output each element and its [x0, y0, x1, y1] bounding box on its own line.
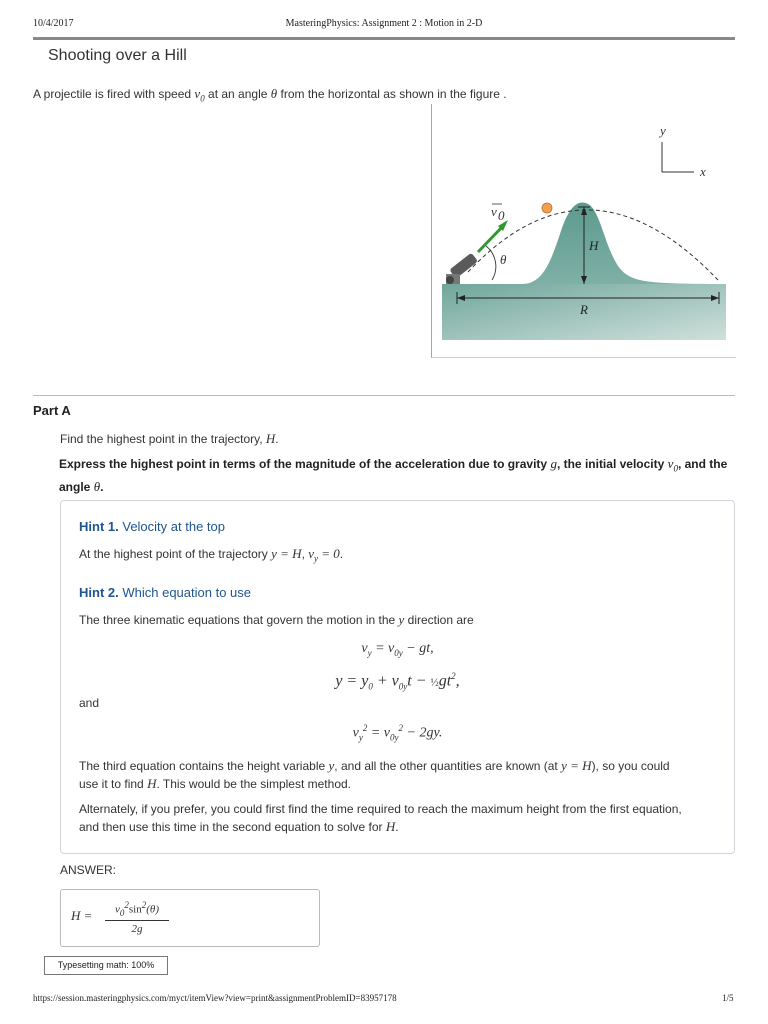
print-title: MasteringPhysics: Assignment 2 : Motion in 2-D — [285, 18, 483, 29]
answer-label: ANSWER: — [60, 863, 117, 877]
hint-2-text-b: The third equation contains the height variable y, and all the other quantities are known (at y = H), so you could use it to find H. This would be the simplest method. — [79, 758, 670, 791]
part-question: Find the highest point in the trajectory, H. — [60, 431, 279, 446]
problem-intro — [33, 86, 507, 104]
hint-2-and: and — [79, 696, 100, 710]
figure-svg — [432, 104, 736, 357]
express-instruction: Express the highest point in terms of the magnitude of the acceleration due to gravity g, the initial velocity $v_0$, and the angle θ. — [59, 456, 728, 494]
problem-figure — [431, 104, 736, 358]
part-divider — [33, 395, 735, 396]
print-date: 10/4/2017 — [33, 18, 74, 29]
velocity-arrow — [478, 225, 504, 252]
angle-arc — [486, 246, 496, 280]
hint-2-number: Hint 2. — [79, 585, 119, 600]
symbol-H: H — [265, 431, 276, 446]
answer-box[interactable] — [60, 889, 320, 947]
problem-title: Shooting over a Hill — [48, 47, 187, 64]
footer-page: 1/5 — [722, 993, 734, 1003]
hint-2-title[interactable] — [79, 585, 251, 600]
hint-2-text-a: The three kinematic equations that govern the motion in the y direction are — [79, 612, 474, 627]
answer-lhs: H = — [71, 908, 93, 923]
symbol-theta: θ — [270, 86, 278, 101]
hint-1-text: At the highest point of the trajectory y = H, $v_y = 0$. — [79, 546, 344, 564]
express-text-b: , the initial velocity — [556, 457, 665, 471]
label-x: x — [700, 164, 706, 179]
answer-numerator: $v_0^2\sin^2(\theta)$ — [105, 900, 169, 921]
cannon — [446, 253, 478, 284]
equation-2: $y = y_0 + v_{0y}t$ − $\frac{1}{2}gt^2$, — [335, 671, 460, 692]
express-text-c: , and the angle — [59, 457, 728, 494]
label-theta: θ — [500, 252, 507, 267]
footer-url: https://session.masteringphysics.com/myct/itemView?view=print&assignmentProblemID=83957178 — [33, 993, 397, 1003]
header-rule — [33, 37, 735, 40]
label-v-sub: 0 — [498, 208, 505, 223]
hint-2-label: Which equation to use — [122, 585, 251, 600]
intro-text-b: at an angle — [204, 87, 271, 101]
hint-2-text-c: Alternately, if you prefer, you could first find the time required to reach the maximum height from the first equation, and then use this time in the second equation to solve for H. — [79, 802, 682, 834]
answer-denominator: 2g — [131, 922, 143, 935]
projectile-ball — [542, 203, 552, 213]
label-y: y — [660, 123, 666, 138]
hint-1-title[interactable] — [79, 519, 225, 534]
label-v: v — [491, 204, 497, 219]
part-title: Part A — [33, 403, 71, 418]
equation-3: $v_y^2 = v_{0y}^2 - 2gy$. — [352, 723, 443, 743]
express-text-a: Express the highest point in terms of the magnitude of the acceleration due to gravity — [59, 457, 548, 471]
intro-text-c: from the horizontal as shown in the figure . — [277, 87, 507, 101]
label-H: H — [589, 238, 599, 253]
label-R: R — [580, 302, 588, 317]
answer-fraction — [105, 900, 169, 935]
hints-panel — [60, 500, 735, 854]
equation-1: $v_y = v_{0y}$ − gt, — [361, 641, 434, 658]
hint-1-number: Hint 1. — [79, 519, 119, 534]
symbol-v0: $v_0$ — [194, 86, 205, 104]
hint-1-label: Velocity at the top — [122, 519, 225, 534]
question-text: Find the highest point in the trajectory, — [60, 432, 263, 446]
intro-text-a: A projectile is fired with speed — [33, 87, 195, 101]
typesetting-status: Typesetting math: 100% — [44, 956, 168, 975]
